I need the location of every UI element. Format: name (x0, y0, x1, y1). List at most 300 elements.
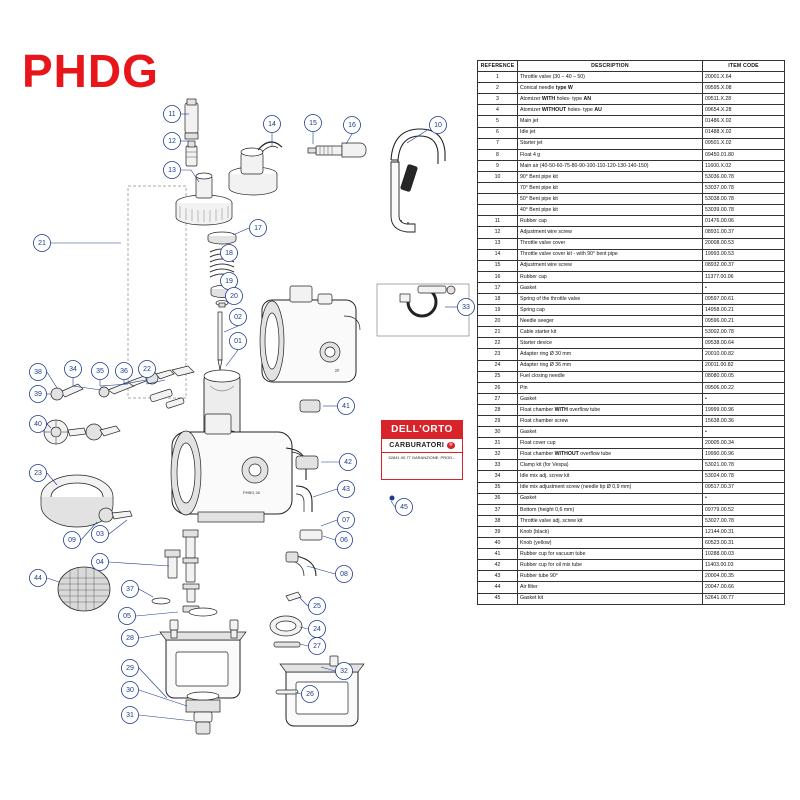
dellorto-logo (381, 420, 463, 480)
table-row (478, 305, 785, 316)
callout-42 (340, 454, 357, 471)
cell-description: Air filter (518, 582, 703, 593)
cell-description: Cable starter kit (518, 327, 703, 338)
callout-18 (221, 245, 238, 262)
cell-item-code: 12144.00.31 (703, 526, 785, 537)
callout-31 (122, 707, 139, 724)
part-group-adjust-15-16 (308, 143, 366, 157)
callout-number: 45 (400, 504, 408, 511)
callout-39 (30, 386, 47, 403)
callout-number: 33 (462, 304, 470, 311)
table-row (478, 549, 785, 560)
cell-item-code: 20004.00.35 (703, 571, 785, 582)
cell-reference: 44 (478, 582, 518, 593)
cell-reference: 41 (478, 549, 518, 560)
callout-number: 44 (34, 575, 42, 582)
cell-reference: 43 (478, 571, 518, 582)
callout-number: 13 (168, 167, 176, 174)
cell-reference: 37 (478, 504, 518, 515)
table-row (478, 194, 785, 205)
callout-13 (164, 162, 181, 179)
cell-item-code: 09597.00.61 (703, 293, 785, 304)
cell-description: Main jet (518, 116, 703, 127)
callout-number: 40 (34, 421, 42, 428)
cell-reference: 27 (478, 393, 518, 404)
cell-description: Clamp kit (for Vespa) (518, 460, 703, 471)
callout-number: 15 (309, 120, 317, 127)
cell-description: 70° Bent pipe kit (518, 183, 703, 194)
body-label: PHBG 26 (243, 490, 260, 495)
callout-15 (305, 115, 322, 132)
callout-34 (65, 361, 82, 378)
callout-number: 03 (96, 531, 104, 538)
cell-reference: 10 (478, 171, 518, 182)
table-row (478, 127, 785, 138)
callout-20 (226, 288, 243, 305)
callout-11 (164, 106, 181, 123)
table-row (478, 72, 785, 83)
callout-16 (344, 117, 361, 134)
cell-item-code: 19990.00.96 (703, 449, 785, 460)
callout-number: 10 (434, 122, 442, 129)
table-row (478, 282, 785, 293)
cell-reference: 2 (478, 83, 518, 94)
cell-description: Gasket (518, 493, 703, 504)
cell-description: Gasket (518, 282, 703, 293)
cell-description: Gasket (518, 427, 703, 438)
cell-reference: 42 (478, 560, 518, 571)
cell-reference: 36 (478, 493, 518, 504)
callout-27 (309, 638, 326, 655)
cell-item-code: 53021.00.78 (703, 460, 785, 471)
callout-number: 43 (342, 486, 350, 493)
table-row (478, 482, 785, 493)
header-reference: REFERENCE (478, 61, 518, 72)
cell-reference: 15 (478, 260, 518, 271)
cell-item-code: 52641.00.77 (703, 593, 785, 604)
cell-item-code: 53038.00.78 (703, 194, 785, 205)
table-row (478, 83, 785, 94)
dellorto-subtitle (382, 438, 462, 453)
cell-reference: 35 (478, 482, 518, 493)
callout-number: 18 (225, 250, 233, 257)
callout-number: 09 (68, 537, 76, 544)
callout-number: 27 (313, 643, 321, 650)
table-row (478, 471, 785, 482)
cell-reference: 13 (478, 238, 518, 249)
cell-description: Rubber cup for oil mix tube (518, 560, 703, 571)
table-row (478, 371, 785, 382)
callout-22 (139, 361, 156, 378)
cell-description: Spring cap (518, 305, 703, 316)
cell-reference: 22 (478, 338, 518, 349)
callout-layer (30, 106, 475, 724)
part-group-bent-pipe-10 (391, 129, 445, 232)
cell-item-code: 11600.X.02 (703, 160, 785, 171)
cell-reference: 24 (478, 360, 518, 371)
cell-item-code: 53024.00.78 (703, 471, 785, 482)
cell-description: Fuel closing needle (518, 371, 703, 382)
part-group-top-left (176, 99, 232, 225)
table-row (478, 105, 785, 116)
cell-reference: 38 (478, 515, 518, 526)
cell-item-code: 19999.00.96 (703, 404, 785, 415)
callout-07 (338, 512, 355, 529)
cell-description: Conical needle type W (518, 83, 703, 94)
cell-reference: 25 (478, 371, 518, 382)
callout-number: 34 (69, 366, 77, 373)
table-row (478, 504, 785, 515)
table-row (478, 571, 785, 582)
cell-description: Throttle valve cover kit - with 90° bent pipe (518, 249, 703, 260)
cell-description: Main air (40-50-60-75-80-90-100-110-120-130-140-150) (518, 160, 703, 171)
callout-06 (336, 532, 353, 549)
cell-reference: 8 (478, 149, 518, 160)
cell-reference: 31 (478, 438, 518, 449)
part-group-float-chamber-28 (160, 620, 246, 734)
cell-reference: 21 (478, 327, 518, 338)
part-group-clamp-33 (377, 284, 469, 336)
page-title: PHDG (22, 45, 159, 97)
cell-item-code: 11403.00.03 (703, 560, 785, 571)
callout-number: 42 (344, 459, 352, 466)
callout-14 (264, 116, 281, 133)
cell-reference: 12 (478, 227, 518, 238)
cell-reference: 30 (478, 427, 518, 438)
cell-item-code: 15638.00.36 (703, 416, 785, 427)
cell-item-code: 09595.X.08 (703, 83, 785, 94)
table-row (478, 382, 785, 393)
cell-item-code: 09501.X.02 (703, 138, 785, 149)
cell-description: Throttle valve (30 – 40 – 50) (518, 72, 703, 83)
callout-number: 24 (313, 626, 321, 633)
dellorto-badge: ® (449, 442, 453, 448)
cell-item-code: 53037.00.78 (703, 183, 785, 194)
cell-reference: 7 (478, 138, 518, 149)
table-row (478, 404, 785, 415)
dellorto-brand: DELL'ORTO (382, 421, 462, 438)
cell-item-code: 09517.00.37 (703, 482, 785, 493)
part-group-rubber-cups (296, 400, 320, 512)
callout-24 (309, 621, 326, 638)
callout-number: 25 (313, 603, 321, 610)
cell-item-code: • (703, 493, 785, 504)
callout-number: 22 (143, 366, 151, 373)
cell-item-code: 20011.00.82 (703, 360, 785, 371)
callout-02 (230, 309, 247, 326)
callout-35 (92, 363, 109, 380)
callout-number: 05 (123, 613, 131, 620)
cell-item-code: 09538.00.64 (703, 338, 785, 349)
cell-description: Gasket (518, 393, 703, 404)
cell-item-code: 60523.00.31 (703, 538, 785, 549)
cell-reference: 4 (478, 105, 518, 116)
callout-number: 02 (234, 314, 242, 321)
callout-23 (30, 465, 47, 482)
callout-number: 21 (38, 240, 46, 247)
cell-description: Atomizer WITHOUT holes- type AU (518, 105, 703, 116)
callout-37 (122, 581, 139, 598)
cell-description: Rubber cap (518, 216, 703, 227)
callout-number: 23 (34, 470, 42, 477)
cell-reference: 32 (478, 449, 518, 460)
table-row (478, 593, 785, 604)
cell-item-code: 53027.00.78 (703, 515, 785, 526)
cell-description: Adapter ring Ø 30 mm (518, 349, 703, 360)
table-row (478, 116, 785, 127)
table-row (478, 526, 785, 537)
callout-number: 36 (120, 368, 128, 375)
callout-number: 11 (168, 111, 176, 118)
callout-36 (116, 363, 133, 380)
cell-item-code: 53039.00.78 (703, 205, 785, 216)
cell-description: Needle seeger (518, 316, 703, 327)
cell-reference: 3 (478, 94, 518, 105)
callout-10 (430, 117, 447, 134)
cell-item-code: • (703, 427, 785, 438)
cell-item-code: 01488.X.02 (703, 127, 785, 138)
cell-item-code: 20008.00.53 (703, 238, 785, 249)
table-header-row (478, 61, 785, 72)
cell-description: Adjustment wire screw (518, 260, 703, 271)
table-row (478, 227, 785, 238)
cell-description: Float chamber screw (518, 416, 703, 427)
callout-number: 32 (340, 668, 348, 675)
cell-item-code: 09511.X.28 (703, 94, 785, 105)
table-row (478, 338, 785, 349)
callout-number: 41 (342, 403, 350, 410)
cell-item-code: 01486.X.02 (703, 116, 785, 127)
table-row (478, 260, 785, 271)
header-description: DESCRIPTION (518, 61, 703, 72)
cell-reference: 33 (478, 460, 518, 471)
callout-43 (338, 481, 355, 498)
cell-item-code: 20047.00.66 (703, 582, 785, 593)
cell-reference: 14 (478, 249, 518, 260)
cell-reference: 20 (478, 316, 518, 327)
carburettor-body-upper (260, 286, 360, 382)
callout-number: 29 (126, 665, 134, 672)
cell-reference: 16 (478, 271, 518, 282)
callout-45 (396, 499, 413, 516)
svg-text:20: 20 (334, 367, 340, 373)
cell-description: Float chamber WITHOUT overflow tube (518, 449, 703, 460)
callout-number: 31 (126, 712, 134, 719)
table-row (478, 271, 785, 282)
cell-reference: 1 (478, 72, 518, 83)
cell-reference (478, 183, 518, 194)
table-row (478, 427, 785, 438)
callout-number: 38 (34, 369, 42, 376)
callout-40 (30, 416, 47, 433)
callout-12 (164, 133, 181, 150)
callout-number: 39 (34, 391, 42, 398)
callout-38 (30, 364, 47, 381)
callout-number: 35 (96, 368, 104, 375)
cell-description: Float chamber WITH overflow tube (518, 404, 703, 415)
cell-reference: 18 (478, 293, 518, 304)
table-row (478, 582, 785, 593)
callout-number: 08 (340, 571, 348, 578)
table-row (478, 138, 785, 149)
cell-reference: 6 (478, 127, 518, 138)
cell-description: Adapter ring Ø 36 mm (518, 360, 703, 371)
parts-table (477, 60, 785, 605)
cell-item-code: 53036.00.78 (703, 171, 785, 182)
table-row (478, 538, 785, 549)
table-row (478, 316, 785, 327)
cell-description: Pin (518, 382, 703, 393)
callout-25 (309, 598, 326, 615)
callout-09 (64, 532, 81, 549)
cell-description: Idle jet (518, 127, 703, 138)
table-row (478, 183, 785, 194)
callout-05 (119, 608, 136, 625)
cell-item-code: 20001.X.64 (703, 72, 785, 83)
cell-description: Knob (black) (518, 526, 703, 537)
callout-number: 16 (348, 122, 356, 129)
cell-description: Idle mix adjustment screw (needle tip Ø 0,9 mm) (518, 482, 703, 493)
cell-reference: 29 (478, 416, 518, 427)
callout-number: 14 (268, 121, 276, 128)
callout-number: 30 (126, 687, 134, 694)
callout-number: 19 (225, 278, 233, 285)
parts-table-body (478, 72, 785, 605)
cell-reference: 40 (478, 538, 518, 549)
callout-44 (30, 570, 47, 587)
table-row (478, 205, 785, 216)
cell-item-code: 09654.X.28 (703, 105, 785, 116)
table-row (478, 238, 785, 249)
cell-item-code: 08931.00.37 (703, 227, 785, 238)
table-row (478, 460, 785, 471)
cell-description: Rubber cup for vacuum tube (518, 549, 703, 560)
callout-33 (458, 299, 475, 316)
cell-reference: 5 (478, 116, 518, 127)
table-row (478, 393, 785, 404)
cell-description: Starter device (518, 338, 703, 349)
cell-item-code: 01476.00.06 (703, 216, 785, 227)
part-group-jets (165, 530, 217, 616)
cell-reference: 23 (478, 349, 518, 360)
callout-30 (122, 682, 139, 699)
callout-04 (92, 554, 109, 571)
dellorto-subtitle-text: CARBURATORI (389, 442, 445, 449)
table-row (478, 293, 785, 304)
cell-description: Bottom (height 0,6 mm) (518, 504, 703, 515)
table-row (478, 327, 785, 338)
callout-number: 07 (342, 517, 350, 524)
cell-reference: 34 (478, 471, 518, 482)
cell-description: Adjustment wire screw (518, 227, 703, 238)
cell-description: Throttle valve cover (518, 238, 703, 249)
cell-item-code: 11377.00.06 (703, 271, 785, 282)
part-group-cap-14 (229, 142, 282, 195)
callout-29 (122, 660, 139, 677)
table-row (478, 416, 785, 427)
cell-item-code: 10288.00.03 (703, 549, 785, 560)
cell-reference: 45 (478, 593, 518, 604)
dellorto-footnote: 52841.00.77 GARANZIONE: PROD... (388, 455, 456, 460)
callout-number: 28 (126, 635, 134, 642)
callout-41 (338, 398, 355, 415)
callout-08 (336, 566, 353, 583)
table-row (478, 160, 785, 171)
cell-description: Rubber cap (518, 271, 703, 282)
table-row (478, 94, 785, 105)
callout-19 (221, 273, 238, 290)
cell-item-code: 20005.00.34 (703, 438, 785, 449)
cell-reference: 9 (478, 160, 518, 171)
table-row (478, 149, 785, 160)
cell-item-code: 09506.00.22 (703, 382, 785, 393)
callout-number: 20 (230, 293, 238, 300)
cell-item-code: • (703, 393, 785, 404)
cell-reference: 28 (478, 404, 518, 415)
table-row (478, 249, 785, 260)
cell-item-code: 14958.00.21 (703, 305, 785, 316)
cell-reference: 26 (478, 382, 518, 393)
cell-reference: 17 (478, 282, 518, 293)
callout-32 (336, 663, 353, 680)
table-row (478, 515, 785, 526)
part-group-06-08 (286, 530, 322, 576)
cell-reference (478, 194, 518, 205)
table-row (478, 438, 785, 449)
callout-number: 12 (168, 138, 176, 145)
table-row (478, 171, 785, 182)
cell-item-code: 08080.00.05 (703, 371, 785, 382)
callout-01 (230, 333, 247, 350)
table-row (478, 216, 785, 227)
cell-item-code: 09779.00.52 (703, 504, 785, 515)
cell-description: Rubber tube 90° (518, 571, 703, 582)
cell-description: Float cover cup (518, 438, 703, 449)
table-row (478, 560, 785, 571)
cell-item-code: 53002.00.78 (703, 327, 785, 338)
cell-reference (478, 205, 518, 216)
cell-description: 50° Bent pipe kit (518, 194, 703, 205)
callout-03 (92, 526, 109, 543)
callout-number: 37 (126, 586, 134, 593)
cell-description: Starter jet (518, 138, 703, 149)
cell-item-code: 09450.01.80 (703, 149, 785, 160)
table-row (478, 449, 785, 460)
callout-number: 17 (254, 225, 262, 232)
cell-description: Knob (yellow) (518, 538, 703, 549)
cell-description: 90° Bent pipe kit (518, 171, 703, 182)
callout-number: 01 (234, 338, 242, 345)
cell-description: Throttle valve adj. screw kit (518, 515, 703, 526)
cell-item-code: 09596.00.21 (703, 316, 785, 327)
part-group-air-filter-44 (58, 567, 110, 611)
callout-17 (250, 220, 267, 237)
table-row (478, 493, 785, 504)
cell-item-code: 08932.00.37 (703, 260, 785, 271)
cell-item-code: 19993.00.53 (703, 249, 785, 260)
callout-number: 04 (96, 559, 104, 566)
cell-description: Float 4 g (518, 149, 703, 160)
cell-description: Atomizer WITH holes- type AN (518, 94, 703, 105)
callout-26 (302, 686, 319, 703)
table-row (478, 349, 785, 360)
callout-number: 26 (306, 691, 314, 698)
table-row (478, 360, 785, 371)
header-item-code: ITEM CODE (703, 61, 785, 72)
callout-21 (34, 235, 51, 252)
cell-description: Spring of the throttle valve (518, 293, 703, 304)
cell-description: Gasket kit (518, 593, 703, 604)
